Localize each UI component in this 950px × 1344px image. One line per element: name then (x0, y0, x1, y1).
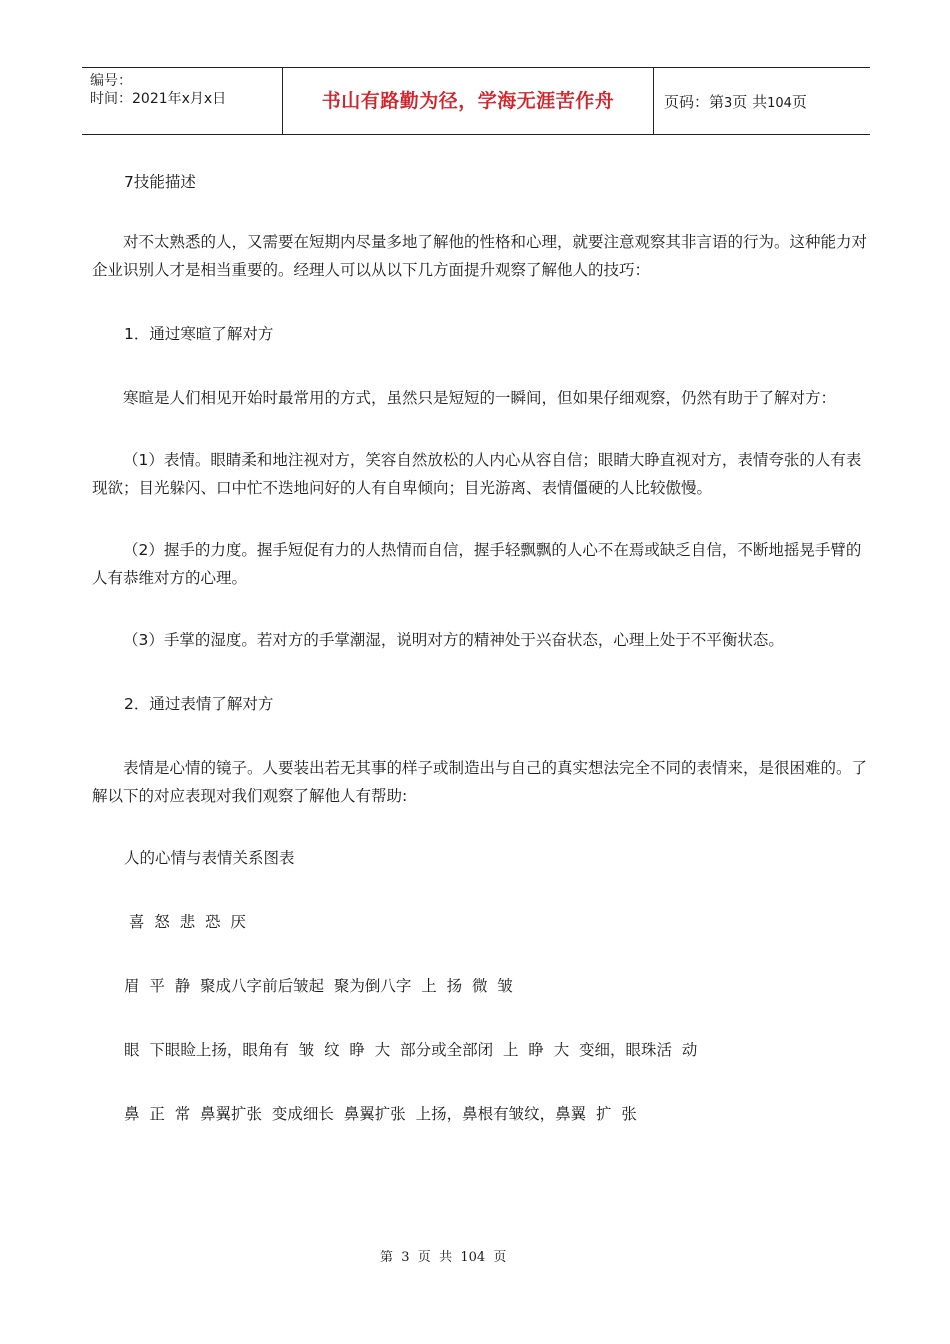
table-row-brow: 眉 平 静 聚成八字前后皱起 聚为倒八字 上 扬 微 皱 (124, 977, 513, 995)
subsection-2-intro: 表情是心情的镜子。人要装出若无其事的样子或制造出与自己的真实想法完全不同的表情来，是很困难的。了解以下的对应表现对我们观察了解他人有帮助: (92, 759, 868, 805)
number-label: 编号： (90, 73, 132, 89)
subsection-1-intro: 寒暄是人们相见开始时最常用的方式，虽然只是短短的一瞬间，但如果仔细观察，仍然有助于了解对方： (123, 389, 837, 407)
table-row-eye: 眼 下眼睑上扬，眼角有 皱 纹 睁 大 部分或全部闭 上 睁 大 变细，眼珠活 动 (124, 1041, 698, 1059)
item-1-expression: （1）表情。眼睛柔和地注视对方，笑容自然放松的人内心从容自信；眼睛大睁直视对方，表情夸张的人有表现欲；目光躲闪、口中忙不迭地问好的人有自卑倾向；目光游离、表情僵硬的人比较傲慢。 (92, 451, 862, 497)
page-current: 3 (724, 96, 733, 111)
page-total: 104 (767, 96, 792, 111)
document-header (82, 67, 870, 135)
page-prefix: 页码：第 (664, 93, 725, 111)
header-motto: 书山有路勤为径，学海无涯苦作舟 (282, 68, 654, 134)
intro-paragraph: 对不太熟悉的人，又需要在短期内尽量多地了解他的性格和心理，就要注意观察其非言语的行为。这种能力对企业识别人才是相当重要的。经理人可以从以下几方面提升观察了解他人的技巧： (92, 233, 868, 279)
subsection-1-title: 1．通过寒暄了解对方 (124, 325, 274, 343)
header-page-info (654, 68, 870, 134)
table-row-nose: 鼻 正 常 鼻翼扩张 变成细长 鼻翼扩张 上扬，鼻根有皱纹，鼻翼 扩 张 (124, 1105, 637, 1123)
table-title: 人的心情与表情关系图表 (124, 849, 295, 867)
table-header-row: 喜 怒 悲 恐 厌 (124, 913, 246, 931)
item-3-palm: （3）手掌的湿度。若对方的手掌潮湿，说明对方的精神处于兴奋状态，心理上处于不平衡状态。 (123, 631, 784, 649)
date-label: 时间：2021年x月x日 (90, 91, 227, 107)
header-meta (82, 68, 282, 134)
subsection-2-title: 2．通过表情了解对方 (124, 695, 274, 713)
page-suffix: 页 (791, 93, 807, 111)
page-middle: 页 共 (732, 93, 768, 111)
item-2-handshake: （2）握手的力度。握手短促有力的人热情而自信，握手轻飘飘的人心不在焉或缺乏自信，不断地摇晃手臂的人有恭维对方的心理。 (92, 541, 862, 587)
document-body (92, 160, 872, 1128)
section-title: 7技能描述 (124, 173, 196, 191)
page-footer: 第 3 页 共 104 页 (380, 1250, 507, 1265)
